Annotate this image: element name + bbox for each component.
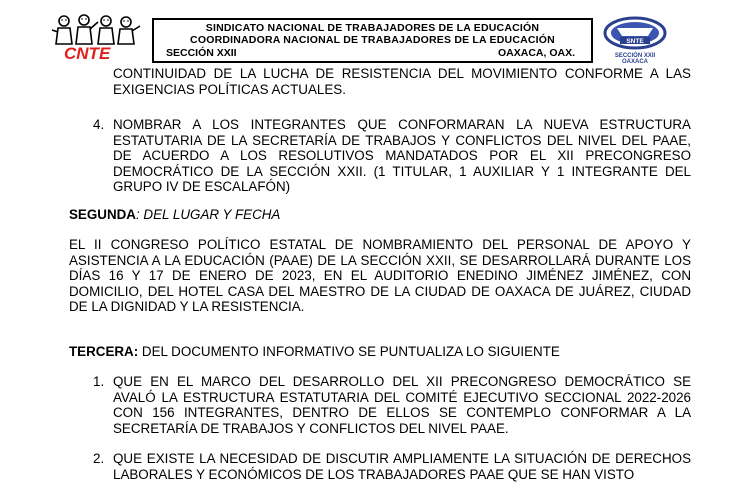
document-header [0, 0, 741, 66]
item-4-text: NOMBRAR A LOS INTEGRANTES QUE CONFORMARAN LA NUEVA ESTRUCTURA ESTATUTARIA DE LA SECRETARÍA DE TRABAJOS Y CONFLICTOS DEL NIVEL DEL PAAE, DE ACUERDO A LOS RESOLUTIVOS MANDATADOS POR EL XII PRECONGRESO DEMOCRÁTICO DE LA SECCIÓN XXII. (1 TITULAR, 1 AUXILIAR Y 1 INTEGRANTE DEL GRUPO IV DE ESCALAFÓN) [113, 117, 691, 194]
header-line-2: COORDINADORA NACIONAL DE TRABAJADORES DE LA EDUCACIÓN [190, 34, 555, 46]
segunda-title: : DEL LUGAR Y FECHA [135, 207, 281, 222]
tercera-item-2-number: 2. [93, 451, 105, 466]
segunda-heading [69, 207, 691, 223]
header-location: OAXACA, OAX. [497, 47, 575, 59]
tercera-item-2-text: QUE EXISTE LA NECESIDAD DE DISCUTIR AMPLIAMENTE LA SITUACIÓN DE DERECHOS LABORALES Y ECONÓMICOS DE LOS TRABAJADORES PAAE QUE SE HAN VISTO [113, 451, 691, 482]
tercera-item-1-number: 1. [93, 374, 105, 389]
continuation-paragraph: CONTINUIDAD DE LA LUCHA DE RESISTENCIA DEL MOVIMIENTO CONFORME A LAS EXIGENCIAS POLÍTICAS ACTUALES. [113, 66, 691, 97]
tercera-item-1-text: QUE EN EL MARCO DEL DESARROLLO DEL XII PRECONGRESO DEMOCRÁTICO SE AVALÓ LA ESTRUCTURA ESTATUTARIA DEL COMITÉ EJECUTIVO SECCIONAL 2022-2026 CON 156 INTEGRANTES, DENTRO DE ELLOS SE CONTEMPLO CONFORMAR A LA SECRETARÍA DE TRABAJOS Y CONFLICTOS DEL NIVEL PAAE. [113, 374, 691, 436]
cnte-logo [50, 14, 144, 64]
snte-logo [600, 16, 670, 66]
item-4-number: 4. [93, 117, 105, 132]
cnte-figures-icon [50, 14, 144, 48]
cnte-logo-text: CNTE [64, 44, 111, 63]
header-section: SECCIÓN XXII [166, 47, 237, 59]
snte-logo-city: OAXACA [621, 59, 648, 65]
tercera-heading [69, 344, 691, 360]
snte-emblem-icon [600, 16, 670, 54]
segunda-paragraph: EL II CONGRESO POLÍTICO ESTATAL DE NOMBRAMIENTO DEL PERSONAL DE APOYO Y ASISTENCIA A LA EDUCACIÓN (PAAE) DE LA SECCIÓN XXII, SE DESARROLLARÁ DURANTE LOS DÍAS 16 Y 17 DE ENERO DE 2023, EN EL AUDITORIO ENEDINO JIMÉNEZ JIMÉNEZ, CON DOMICILIO, DEL HOTEL CASA DEL MAESTRO DE LA CIUDAD DE OAXACA DE JUÁREZ, CIUDAD DE LA DIGNIDAD Y LA RESISTENCIA. [69, 237, 691, 314]
tercera-title: DEL DOCUMENTO INFORMATIVO SE PUNTUALIZA LO SIGUIENTE [138, 344, 560, 359]
segunda-label: SEGUNDA [69, 207, 136, 222]
header-title-box [152, 18, 593, 63]
tercera-label: TERCERA: [69, 344, 139, 359]
header-line-1: SINDICATO NACIONAL DE TRABAJADORES DE LA EDUCACIÓN [205, 22, 540, 34]
snte-logo-text: SNTE [626, 38, 644, 45]
snte-logo-section: SECCIÓN XXII [614, 53, 656, 59]
